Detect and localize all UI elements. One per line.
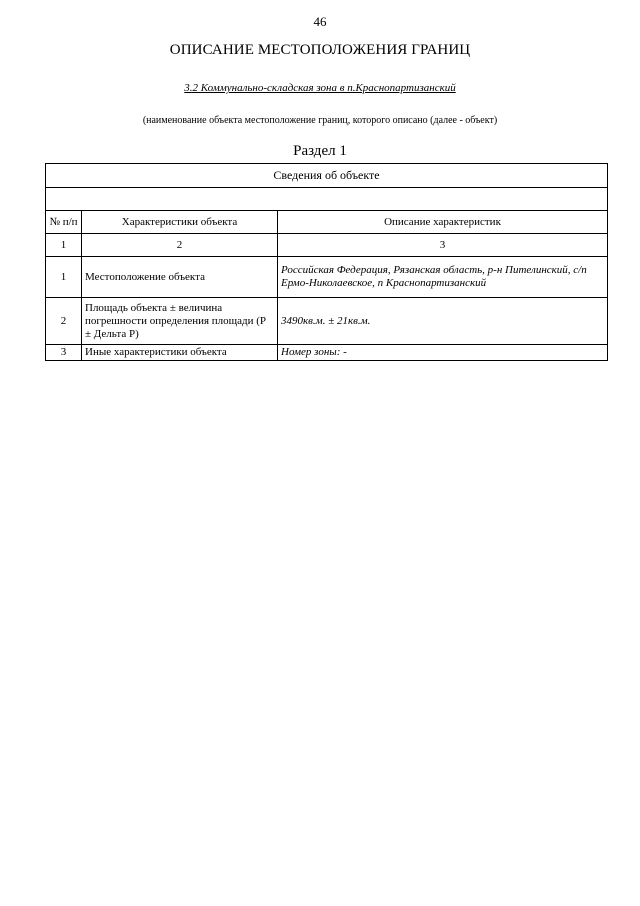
object-name [0, 82, 640, 94]
empty-cell [46, 188, 608, 211]
table-empty-row [46, 188, 608, 211]
section-title: Раздел 1 [293, 143, 347, 159]
table-header-row [46, 211, 608, 234]
index-cell: 1 [46, 234, 82, 257]
header-description: Описание характеристик [278, 211, 608, 234]
object-name-text: 3.2 Коммунально-складская зона в п.Краснопартизанский [184, 82, 456, 94]
row-characteristic: Местоположение объекта [82, 257, 278, 298]
row-num: 1 [46, 257, 82, 298]
table-index-row [46, 234, 608, 257]
row-num: 3 [46, 345, 82, 361]
row-description: Номер зоны: - [278, 345, 608, 361]
table-title-row [46, 164, 608, 188]
document-title: ОПИСАНИЕ МЕСТОПОЛОЖЕНИЯ ГРАНИЦ [169, 42, 471, 58]
row-characteristic: Иные характеристики объекта [82, 345, 278, 361]
header-characteristic: Характеристики объекта [82, 211, 278, 234]
header-num: № п/п [46, 211, 82, 234]
index-cell: 3 [278, 234, 608, 257]
index-cell: 2 [82, 234, 278, 257]
table-row [46, 345, 608, 361]
table-row [46, 298, 608, 345]
row-num: 2 [46, 298, 82, 345]
object-info-table [45, 163, 608, 361]
row-characteristic: Площадь объекта ± величина погрешности определения площади (Р ± Дельта Р) [82, 298, 278, 345]
table-row [46, 257, 608, 298]
object-caption: (наименование объекта местоположение границ, которого описано (далее - объект) [142, 115, 498, 126]
table-title: Сведения об объекте [46, 164, 608, 188]
row-description: 3490кв.м. ± 21кв.м. [278, 298, 608, 345]
row-description: Российская Федерация, Рязанская область, р-н Пителинский, с/п Ермо-Николаевское, п Краснопартизанский [278, 257, 608, 298]
page-number: 46 [313, 14, 327, 29]
